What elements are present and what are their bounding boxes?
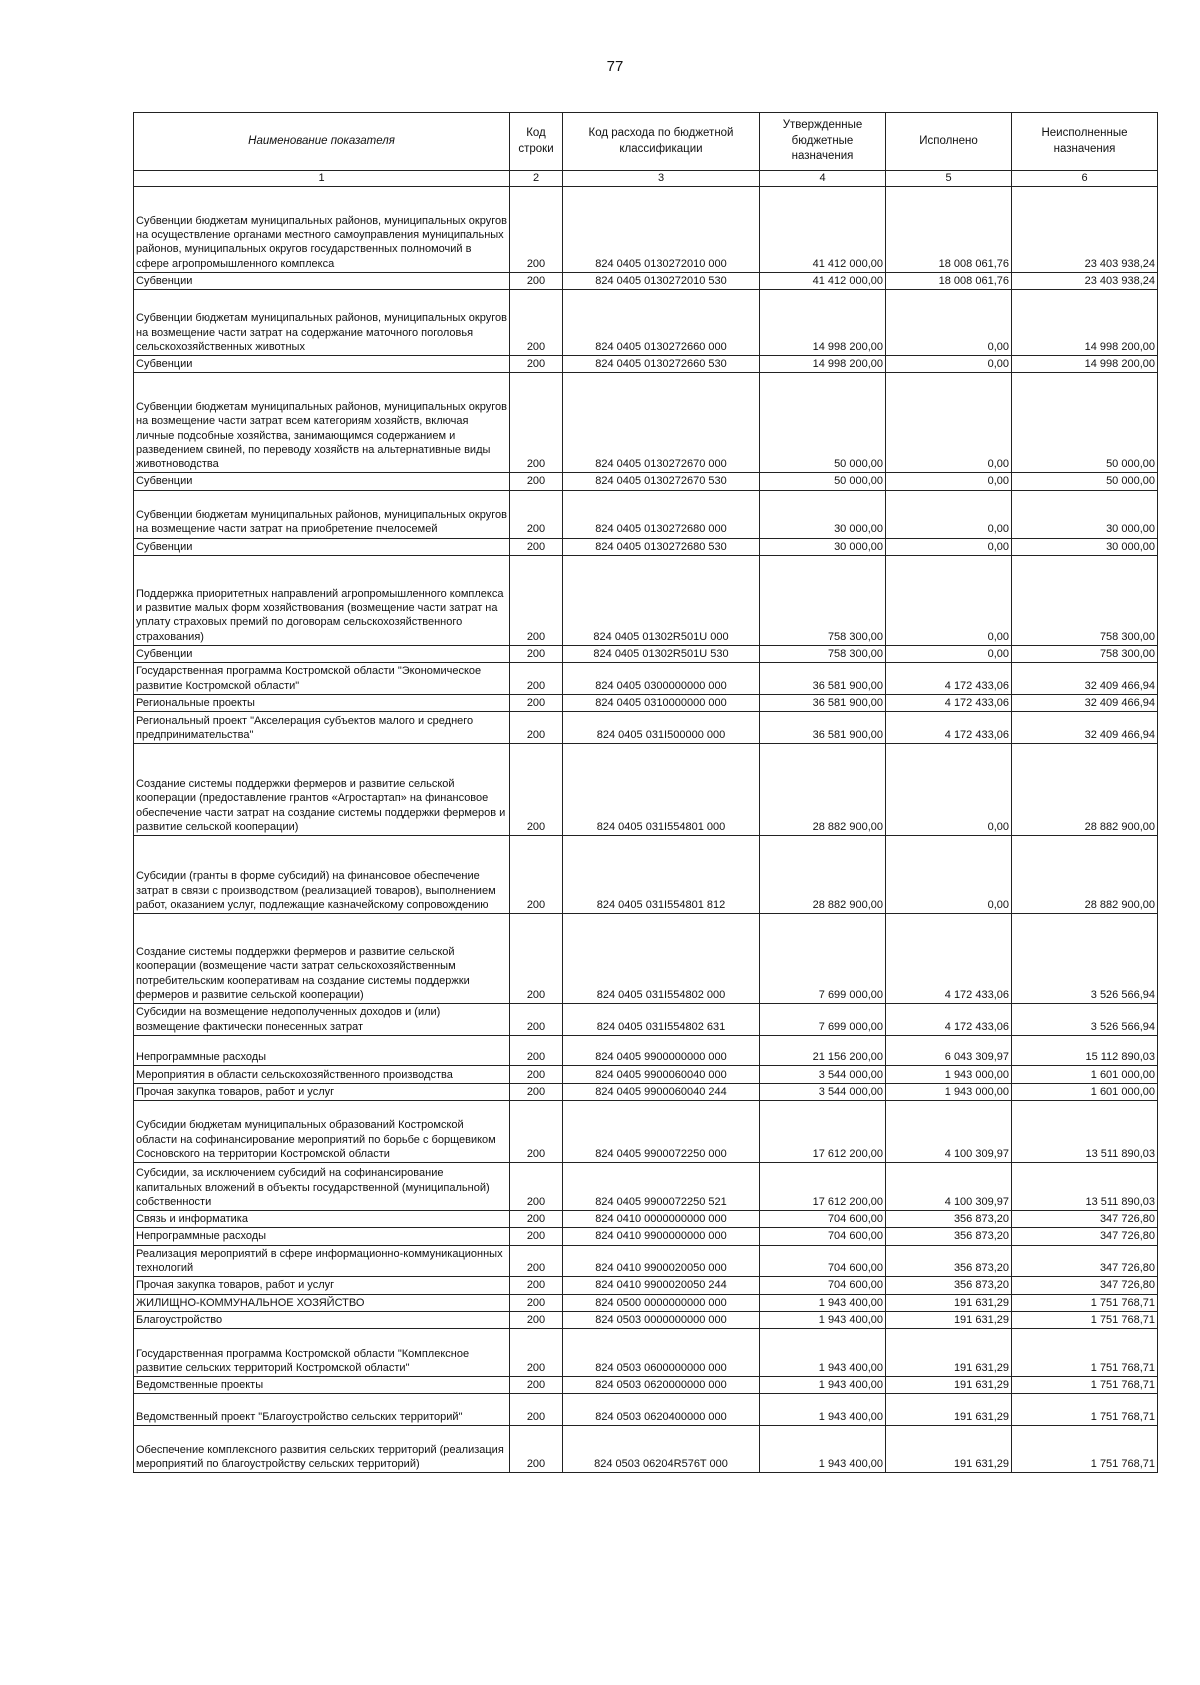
row-approved: 1 943 400,00	[760, 1426, 886, 1473]
page-number: 77	[606, 58, 624, 75]
row-approved: 1 943 400,00	[760, 1294, 886, 1311]
row-unexecuted: 3 526 566,94	[1012, 1004, 1158, 1036]
row-classification: 824 0410 9900020050 244	[563, 1277, 760, 1294]
row-unexecuted: 1 601 000,00	[1012, 1083, 1158, 1100]
row-approved: 28 882 900,00	[760, 836, 886, 914]
row-executed: 0,00	[886, 646, 1012, 663]
row-name: Субвенции	[134, 272, 510, 289]
row-approved: 3 544 000,00	[760, 1083, 886, 1100]
row-name: Прочая закупка товаров, работ и услуг	[134, 1083, 510, 1100]
row-unexecuted: 23 403 938,24	[1012, 272, 1158, 289]
row-classification: 824 0405 01302R501U 530	[563, 646, 760, 663]
row-unexecuted: 28 882 900,00	[1012, 836, 1158, 914]
row-name: Непрограммные расходы	[134, 1035, 510, 1065]
row-classification: 824 0503 06204R576T 000	[563, 1426, 760, 1473]
table-row	[134, 1294, 1158, 1311]
row-name: Прочая закупка товаров, работ и услуг	[134, 1277, 510, 1294]
row-unexecuted: 30 000,00	[1012, 538, 1158, 555]
row-classification: 824 0405 0130272010 530	[563, 272, 760, 289]
table-row	[134, 1377, 1158, 1394]
row-executed: 1 943 000,00	[886, 1065, 1012, 1083]
row-classification: 824 0410 0000000000 000	[563, 1211, 760, 1228]
row-approved: 7 699 000,00	[760, 914, 886, 1004]
row-unexecuted: 15 112 890,03	[1012, 1035, 1158, 1065]
row-classification: 824 0405 0130272660 000	[563, 290, 760, 356]
row-name: Субсидии (гранты в форме субсидий) на финансовое обеспечение затрат в связи с производством (реализацией товаров), выполнением работ, оказанием услуг, подлежащие казначейскому сопровождению	[134, 836, 510, 914]
row-executed: 0,00	[886, 290, 1012, 356]
row-unexecuted: 758 300,00	[1012, 646, 1158, 663]
row-code: 200	[510, 1035, 563, 1065]
row-unexecuted: 3 526 566,94	[1012, 914, 1158, 1004]
row-executed: 356 873,20	[886, 1277, 1012, 1294]
row-name: Непрограммные расходы	[134, 1228, 510, 1245]
table-row	[134, 744, 1158, 836]
row-name: Обеспечение комплексного развития сельских территорий (реализация мероприятий по благоустройству сельских территорий)	[134, 1426, 510, 1473]
row-code: 200	[510, 1329, 563, 1377]
row-approved: 30 000,00	[760, 490, 886, 538]
row-code: 200	[510, 694, 563, 711]
row-classification: 824 0405 031I554801 000	[563, 744, 760, 836]
row-executed: 356 873,20	[886, 1228, 1012, 1245]
row-classification: 824 0503 0600000000 000	[563, 1329, 760, 1377]
row-executed: 4 100 309,97	[886, 1163, 1012, 1211]
row-approved: 704 600,00	[760, 1228, 886, 1245]
row-name: Реализация мероприятий в сфере информационно-коммуникационных технологий	[134, 1245, 510, 1277]
row-name: Субвенции бюджетам муниципальных районов, муниципальных округов на осуществление органами местного самоуправления муниципальных районов, муниципальных округов государственных полномочий в сфере агропромышленного комплекса	[134, 186, 510, 272]
row-code: 200	[510, 1277, 563, 1294]
row-executed: 0,00	[886, 744, 1012, 836]
table-row	[134, 1083, 1158, 1100]
row-approved: 36 581 900,00	[760, 663, 886, 695]
header-unexecuted: Неисполненные назначения	[1012, 113, 1158, 171]
row-executed: 191 631,29	[886, 1394, 1012, 1426]
row-approved: 758 300,00	[760, 646, 886, 663]
table-row	[134, 556, 1158, 646]
row-classification: 824 0405 031I500000 000	[563, 712, 760, 744]
row-approved: 17 612 200,00	[760, 1163, 886, 1211]
row-name: Мероприятия в области сельскохозяйственного производства	[134, 1065, 510, 1083]
row-approved: 1 943 400,00	[760, 1377, 886, 1394]
row-executed: 4 172 433,06	[886, 663, 1012, 695]
row-executed: 0,00	[886, 373, 1012, 473]
row-unexecuted: 347 726,80	[1012, 1245, 1158, 1277]
row-code: 200	[510, 1101, 563, 1163]
table-row	[134, 1394, 1158, 1426]
table-row	[134, 473, 1158, 490]
row-code: 200	[510, 490, 563, 538]
row-name: Субвенции	[134, 538, 510, 555]
row-classification: 824 0405 9900000000 000	[563, 1035, 760, 1065]
row-executed: 0,00	[886, 356, 1012, 373]
row-unexecuted: 13 511 890,03	[1012, 1101, 1158, 1163]
row-unexecuted: 14 998 200,00	[1012, 290, 1158, 356]
row-code: 200	[510, 1426, 563, 1473]
row-classification: 824 0405 0130272010 000	[563, 186, 760, 272]
row-code: 200	[510, 1245, 563, 1277]
row-approved: 704 600,00	[760, 1211, 886, 1228]
row-code: 200	[510, 1394, 563, 1426]
row-unexecuted: 30 000,00	[1012, 490, 1158, 538]
row-classification: 824 0405 031I554802 631	[563, 1004, 760, 1036]
row-classification: 824 0500 0000000000 000	[563, 1294, 760, 1311]
row-classification: 824 0503 0000000000 000	[563, 1311, 760, 1328]
row-approved: 7 699 000,00	[760, 1004, 886, 1036]
table-row	[134, 1228, 1158, 1245]
row-approved: 30 000,00	[760, 538, 886, 555]
row-executed: 191 631,29	[886, 1377, 1012, 1394]
row-executed: 0,00	[886, 473, 1012, 490]
row-approved: 704 600,00	[760, 1277, 886, 1294]
row-unexecuted: 50 000,00	[1012, 373, 1158, 473]
row-executed: 191 631,29	[886, 1311, 1012, 1328]
row-unexecuted: 1 751 768,71	[1012, 1377, 1158, 1394]
row-executed: 0,00	[886, 490, 1012, 538]
table-row	[134, 712, 1158, 744]
column-number: 1	[134, 171, 510, 187]
header-row	[134, 113, 1158, 171]
table-row	[134, 646, 1158, 663]
row-unexecuted: 1 751 768,71	[1012, 1294, 1158, 1311]
row-code: 200	[510, 1294, 563, 1311]
row-approved: 50 000,00	[760, 373, 886, 473]
row-approved: 3 544 000,00	[760, 1065, 886, 1083]
header-executed: Исполнено	[886, 113, 1012, 171]
table-body	[134, 186, 1158, 1473]
table-row	[134, 290, 1158, 356]
column-number-row	[134, 171, 1158, 187]
row-classification: 824 0405 9900072250 521	[563, 1163, 760, 1211]
row-classification: 824 0405 0130272660 530	[563, 356, 760, 373]
row-approved: 704 600,00	[760, 1245, 886, 1277]
row-classification: 824 0410 9900000000 000	[563, 1228, 760, 1245]
row-executed: 18 008 061,76	[886, 186, 1012, 272]
row-unexecuted: 1 751 768,71	[1012, 1394, 1158, 1426]
row-classification: 824 0503 0620000000 000	[563, 1377, 760, 1394]
row-code: 200	[510, 272, 563, 289]
row-approved: 17 612 200,00	[760, 1101, 886, 1163]
row-code: 200	[510, 1211, 563, 1228]
row-code: 200	[510, 1083, 563, 1100]
row-approved: 14 998 200,00	[760, 290, 886, 356]
row-name: Ведомственный проект "Благоустройство сельских территорий"	[134, 1394, 510, 1426]
row-code: 200	[510, 1163, 563, 1211]
row-name: Связь и информатика	[134, 1211, 510, 1228]
table-row	[134, 538, 1158, 555]
row-approved: 758 300,00	[760, 556, 886, 646]
header-name: Наименование показателя	[134, 113, 510, 171]
row-classification: 824 0405 9900060040 000	[563, 1065, 760, 1083]
row-classification: 824 0405 031I554801 812	[563, 836, 760, 914]
row-name: Субвенции	[134, 473, 510, 490]
row-executed: 191 631,29	[886, 1294, 1012, 1311]
row-classification: 824 0405 0130272680 530	[563, 538, 760, 555]
row-unexecuted: 1 751 768,71	[1012, 1426, 1158, 1473]
row-approved: 28 882 900,00	[760, 744, 886, 836]
budget-execution-table	[133, 112, 1158, 1473]
row-name: Субвенции	[134, 356, 510, 373]
row-approved: 41 412 000,00	[760, 272, 886, 289]
row-code: 200	[510, 1004, 563, 1036]
column-number: 4	[760, 171, 886, 187]
row-code: 200	[510, 836, 563, 914]
table-row	[134, 1101, 1158, 1163]
table-row	[134, 1163, 1158, 1211]
row-approved: 36 581 900,00	[760, 712, 886, 744]
row-unexecuted: 1 751 768,71	[1012, 1311, 1158, 1328]
row-code: 200	[510, 1228, 563, 1245]
row-approved: 1 943 400,00	[760, 1394, 886, 1426]
row-name: Создание системы поддержки фермеров и развитие сельской кооперации (возмещение части затрат сельскохозяйственным потребительским кооперативам на создание системы поддержки фермеров и развитие сельской кооперации)	[134, 914, 510, 1004]
row-approved: 21 156 200,00	[760, 1035, 886, 1065]
table-row	[134, 836, 1158, 914]
row-code: 200	[510, 186, 563, 272]
row-executed: 4 172 433,06	[886, 694, 1012, 711]
table-row	[134, 914, 1158, 1004]
table-row	[134, 1035, 1158, 1065]
row-executed: 356 873,20	[886, 1211, 1012, 1228]
row-code: 200	[510, 538, 563, 555]
row-name: Субвенции бюджетам муниципальных районов, муниципальных округов на возмещение части затрат на приобретение пчелосемей	[134, 490, 510, 538]
row-classification: 824 0503 0620400000 000	[563, 1394, 760, 1426]
row-unexecuted: 1 601 000,00	[1012, 1065, 1158, 1083]
header-approved: Утвержденные бюджетные назначения	[760, 113, 886, 171]
row-unexecuted: 758 300,00	[1012, 556, 1158, 646]
row-name: Субвенции бюджетам муниципальных районов, муниципальных округов на возмещение части затрат всем категориям хозяйств, включая личные подсобные хозяйства, занимающимся содержанием и разведением свиней, по переводу хозяйств на альтернативные виды животноводства	[134, 373, 510, 473]
row-name: Государственная программа Костромской области "Комплексное развитие сельских территорий Костромской области"	[134, 1329, 510, 1377]
header-classification: Код расхода по бюджетной классификации	[563, 113, 760, 171]
row-classification: 824 0405 0130272670 000	[563, 373, 760, 473]
row-executed: 4 172 433,06	[886, 712, 1012, 744]
row-code: 200	[510, 663, 563, 695]
row-approved: 50 000,00	[760, 473, 886, 490]
row-classification: 824 0405 01302R501U 000	[563, 556, 760, 646]
table-row	[134, 490, 1158, 538]
row-code: 200	[510, 744, 563, 836]
row-unexecuted: 347 726,80	[1012, 1211, 1158, 1228]
table-row	[134, 1211, 1158, 1228]
column-number: 2	[510, 171, 563, 187]
row-executed: 356 873,20	[886, 1245, 1012, 1277]
row-classification: 824 0405 0300000000 000	[563, 663, 760, 695]
row-name: Региональный проект "Акселерация субъектов малого и среднего предпринимательства"	[134, 712, 510, 744]
row-name: Субсидии на возмещение недополученных доходов и (или) возмещение фактически понесенных затрат	[134, 1004, 510, 1036]
row-unexecuted: 23 403 938,24	[1012, 186, 1158, 272]
column-number: 6	[1012, 171, 1158, 187]
row-unexecuted: 32 409 466,94	[1012, 663, 1158, 695]
row-unexecuted: 32 409 466,94	[1012, 694, 1158, 711]
row-unexecuted: 32 409 466,94	[1012, 712, 1158, 744]
table-row	[134, 356, 1158, 373]
row-name: ЖИЛИЩНО-КОММУНАЛЬНОЕ ХОЗЯЙСТВО	[134, 1294, 510, 1311]
table-row	[134, 1277, 1158, 1294]
row-code: 200	[510, 914, 563, 1004]
row-executed: 191 631,29	[886, 1426, 1012, 1473]
row-unexecuted: 347 726,80	[1012, 1228, 1158, 1245]
row-executed: 6 043 309,97	[886, 1035, 1012, 1065]
row-code: 200	[510, 712, 563, 744]
row-unexecuted: 14 998 200,00	[1012, 356, 1158, 373]
row-code: 200	[510, 646, 563, 663]
row-name: Поддержка приоритетных направлений агропромышленного комплекса и развитие малых форм хозяйствования (возмещение части затрат на уплату страховых премий по договорам сельскохозяйственного страхования)	[134, 556, 510, 646]
row-code: 200	[510, 290, 563, 356]
row-unexecuted: 50 000,00	[1012, 473, 1158, 490]
row-classification: 824 0410 9900020050 000	[563, 1245, 760, 1277]
row-approved: 1 943 400,00	[760, 1329, 886, 1377]
table-row	[134, 663, 1158, 695]
table-row	[134, 1329, 1158, 1377]
row-name: Создание системы поддержки фермеров и развитие сельской кооперации (предоставление грантов «Агростартап» на финансовое обеспечение части затрат на создание системы поддержки фермеров и развитие сельской кооперации)	[134, 744, 510, 836]
row-name: Благоустройство	[134, 1311, 510, 1328]
row-code: 200	[510, 356, 563, 373]
row-executed: 0,00	[886, 836, 1012, 914]
row-executed: 4 172 433,06	[886, 1004, 1012, 1036]
row-executed: 1 943 000,00	[886, 1083, 1012, 1100]
row-approved: 14 998 200,00	[760, 356, 886, 373]
table-row	[134, 1065, 1158, 1083]
row-name: Региональные проекты	[134, 694, 510, 711]
row-unexecuted: 347 726,80	[1012, 1277, 1158, 1294]
row-name: Субсидии, за исключением субсидий на софинансирование капитальных вложений в объекты государственной (муниципальной) собственности	[134, 1163, 510, 1211]
row-unexecuted: 28 882 900,00	[1012, 744, 1158, 836]
row-unexecuted: 13 511 890,03	[1012, 1163, 1158, 1211]
row-code: 200	[510, 1311, 563, 1328]
row-name: Субвенции	[134, 646, 510, 663]
row-code: 200	[510, 373, 563, 473]
column-number: 5	[886, 171, 1012, 187]
row-classification: 824 0405 0130272680 000	[563, 490, 760, 538]
row-executed: 0,00	[886, 538, 1012, 555]
row-name: Субвенции бюджетам муниципальных районов, муниципальных округов на возмещение части затрат на содержание маточного поголовья сельскохозяйственных животных	[134, 290, 510, 356]
row-code: 200	[510, 1377, 563, 1394]
row-code: 200	[510, 473, 563, 490]
row-approved: 41 412 000,00	[760, 186, 886, 272]
row-executed: 4 172 433,06	[886, 914, 1012, 1004]
table-row	[134, 186, 1158, 272]
row-executed: 4 100 309,97	[886, 1101, 1012, 1163]
row-approved: 36 581 900,00	[760, 694, 886, 711]
row-classification: 824 0405 9900072250 000	[563, 1101, 760, 1163]
header-code: Код строки	[510, 113, 563, 171]
row-classification: 824 0405 0130272670 530	[563, 473, 760, 490]
row-classification: 824 0405 0310000000 000	[563, 694, 760, 711]
row-code: 200	[510, 556, 563, 646]
row-executed: 0,00	[886, 556, 1012, 646]
row-executed: 18 008 061,76	[886, 272, 1012, 289]
table-row	[134, 694, 1158, 711]
row-classification: 824 0405 9900060040 244	[563, 1083, 760, 1100]
table-row	[134, 1004, 1158, 1036]
row-name: Ведомственные проекты	[134, 1377, 510, 1394]
table-row	[134, 1311, 1158, 1328]
table-row	[134, 272, 1158, 289]
row-unexecuted: 1 751 768,71	[1012, 1329, 1158, 1377]
column-number: 3	[563, 171, 760, 187]
row-approved: 1 943 400,00	[760, 1311, 886, 1328]
row-name: Субсидии бюджетам муниципальных образований Костромской области на софинансирование мероприятий по борьбе с борщевиком Сосновского на территории Костромской области	[134, 1101, 510, 1163]
table-row	[134, 1426, 1158, 1473]
row-executed: 191 631,29	[886, 1329, 1012, 1377]
row-classification: 824 0405 031I554802 000	[563, 914, 760, 1004]
row-name: Государственная программа Костромской области "Экономическое развитие Костромской области"	[134, 663, 510, 695]
table-row	[134, 1245, 1158, 1277]
table-row	[134, 373, 1158, 473]
row-code: 200	[510, 1065, 563, 1083]
